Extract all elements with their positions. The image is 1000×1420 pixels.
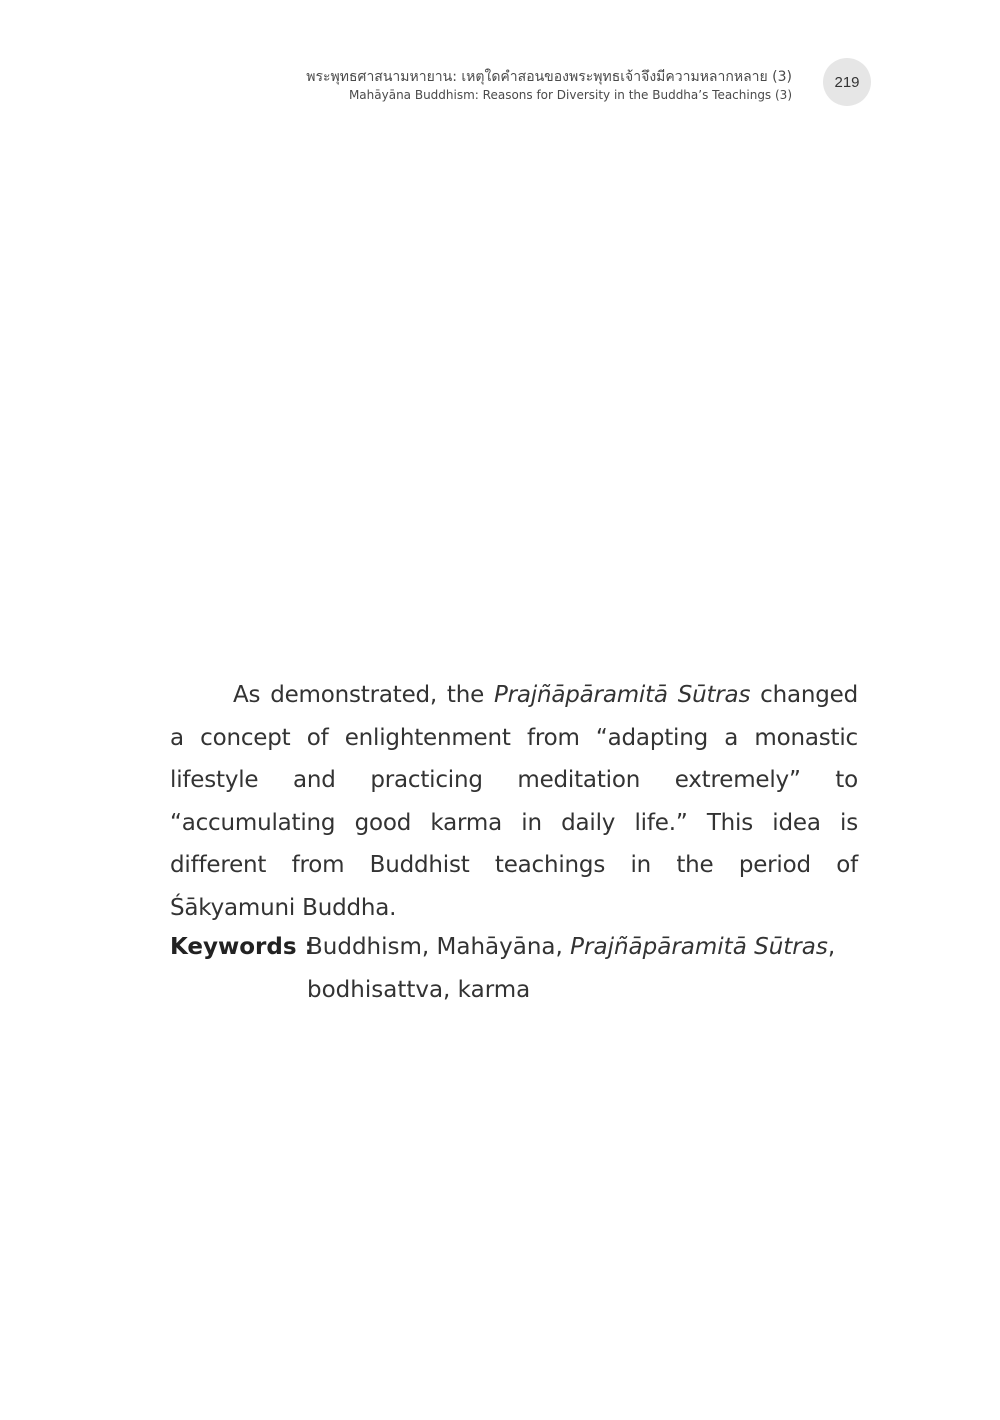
keywords-label: Keywords : — [170, 934, 314, 960]
page-number: 219 — [834, 73, 860, 91]
page-number-badge — [823, 58, 871, 106]
keywords-comma: , — [827, 934, 836, 960]
abstract-text-rest: changed a concept of enlightenment from “adapting a monastic lifestyle and practicing meditation extremely” to “accumulating good karma in daily life.” This idea is different from Buddhist teachings in the period of Śākyamuni Buddha. — [170, 682, 858, 921]
running-header — [306, 68, 792, 103]
abstract-text-start: As demonstrated, the — [233, 682, 494, 708]
abstract-paragraph — [170, 674, 858, 929]
keywords-text-1: Buddhism, Mahāyāna, — [307, 934, 571, 960]
header-english-title: Mahāyāna Buddhism: Reasons for Diversity in the Buddha’s Teachings (3) — [348, 88, 792, 102]
keywords-line-1 — [307, 926, 870, 969]
keywords-sutra-italic: Prajñāpāramitā Sūtras — [570, 934, 828, 960]
sutra-title-italic: Prajñāpāramitā Sūtras — [493, 682, 751, 708]
keywords-block — [170, 926, 870, 1011]
header-thai-title: พระพุทธศาสนามหายาน: เหตุใดคำสอนของพระพุทธเจ้าจึงมีความหลากหลาย (3) — [306, 69, 792, 85]
keywords-list — [307, 926, 870, 1011]
keywords-line-2: bodhisattva, karma — [307, 976, 531, 1003]
